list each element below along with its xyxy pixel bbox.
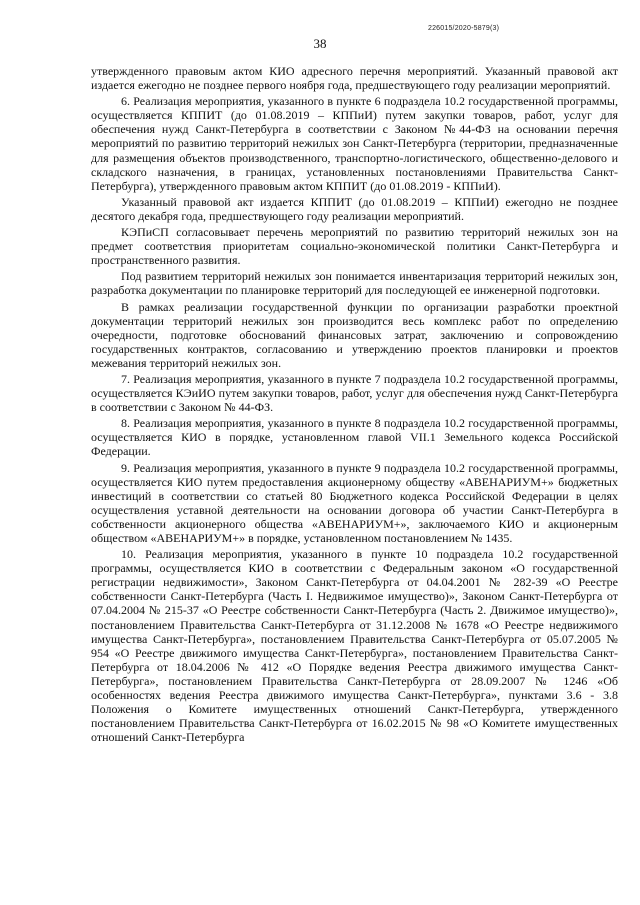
paragraph-item-8: 8. Реализация мероприятия, указанного в пункте 8 подраздела 10.2 государственной программы, осуществляется КИО в порядке, установленном главой VII.1 Земельного кодекса Российской Федерации. xyxy=(91,416,618,459)
paragraph-item-7: 7. Реализация мероприятия, указанного в пункте 7 подраздела 10.2 государственной программы, осуществляется КЭиИО путем закупки товаров, работ, услуг для обеспечения нужд Санкт-Петербурга в соответствии с Законом № 44-ФЗ. xyxy=(91,371,618,415)
paragraph-continuation: утвержденного правовым актом КИО адресного перечня мероприятий. Указанный правовой акт издается ежегодно не позднее первого ноября года, предшествующего году реализации мероприятий. xyxy=(91,64,618,93)
page-number: 38 xyxy=(313,36,327,51)
paragraph-item-9: 9. Реализация мероприятия, указанного в пункте 9 подраздела 10.2 государственной программы, осуществляется КИО путем предоставления акционерному обществу «АВЕНАРИУМ+» бюджетных инвестиций в соответствии со статьей 80 Бюджетного кодекса Российской Федерации в целях осуществления уставной деятельности на основании договора об участии Санкт-Петербурга в собственности акционерного общества «АВЕНАРИУМ+», заключаемого КИО и акционерным обществом «АВЕНАРИУМ+» в порядке, установленном постановлением № 1435. xyxy=(91,460,618,545)
paragraph-item-6-legal-act: Указанный правовой акт издается КППИТ (до 01.08.2019 – КППиИ) ежегодно не позднее десятого декабря года, предшествующего году реализации мероприятий. xyxy=(91,194,618,223)
paragraph-item-6: 6. Реализация мероприятия, указанного в пункте 6 подраздела 10.2 государственной программы, осуществляется КППИТ (до 01.08.2019 – КППиИ) путем закупки товаров, работ, услуг для обеспечения нужд Санкт-Петербурга в соответствии с Законом №44-ФЗ на основании перечня мероприятий по развитию территорий нежилых зон Санкт-Петербурга (территории, предназначенные для размещения объектов производственного, транспортно-логистического, общественно-делового и складского назначения, в границах, установленных постановлениями Правительства Санкт-Петербурга), утвержденного правовым актом КППИТ (до 01.08.2019 - КППиИ). xyxy=(91,94,618,193)
document-registration-number: 226015/2020-5879(3) xyxy=(428,25,500,32)
paragraph-item-10: 10. Реализация мероприятия, указанного в пункте 10 подраздела 10.2 государственной программы, осуществляется КИО в соответствии с Федеральным законом «О государственной регистрации недвижимости», Законом Санкт-Петербурга от 04.04.2001 № 282-39 «О Реестре собственности Санкт-Петербурга (Часть I. Недвижимое имущество)», Законом Санкт-Петербурга от 07.04.2004 № 215-37 «О Реестре собственности Санкт-Петербурга (Часть 2. Движимое имущество)», постановлением Правительства Санкт-Петербурга от 31.12.2008 № 1678 «О Реестре недвижимого имущества Санкт-Петербурга», постановлением Правительства Санкт-Петербурга от 05.07.2005 № 954 «О Реестре движимого имущества Санкт-Петербурга», постановлением Правительства Санкт-Петербурга от 18.04.2006 № 412 «О Порядке ведения Реестра движимого имущества Санкт-Петербурга», постановлением Правительства Санкт-Петербурга от 28.09.2007 № 1246 «Об особенностях ведения Реестра движимого имущества Санкт-Петербурга», пунктами 3.6 - 3.8 Положения о Комитете имущественных отношений Санкт-Петербурга, утвержденного постановлением Правительства Санкт-Петербурга от 16.02.2015 № 98 «О Комитете имущественных отношений Санкт-Петербурга xyxy=(91,547,618,745)
paragraph-state-function: В рамках реализации государственной функции по организации разработки проектной документации территорий нежилых зон производится весь комплекс работ по определению очередности, подготовке обоснований финансовых затрат, заключению и сопровождению государственных контрактов, согласованию и утверждению проектов планировки и проектов межевания территорий нежилых зон. xyxy=(91,299,618,370)
paragraph-kepisp-approval: КЭПиСП согласовывает перечень мероприятий по развитию территорий нежилых зон на предмет соответствия приоритетам социально-экономической политики Санкт-Петербурга и пространственного развития. xyxy=(91,225,618,268)
document-body xyxy=(91,64,618,746)
paragraph-development-definition: Под развитием территорий нежилых зон понимается инвентаризация территорий нежилых зон, разработка документации по планировке территорий для последующей ее инженерной подготовки. xyxy=(91,269,618,298)
